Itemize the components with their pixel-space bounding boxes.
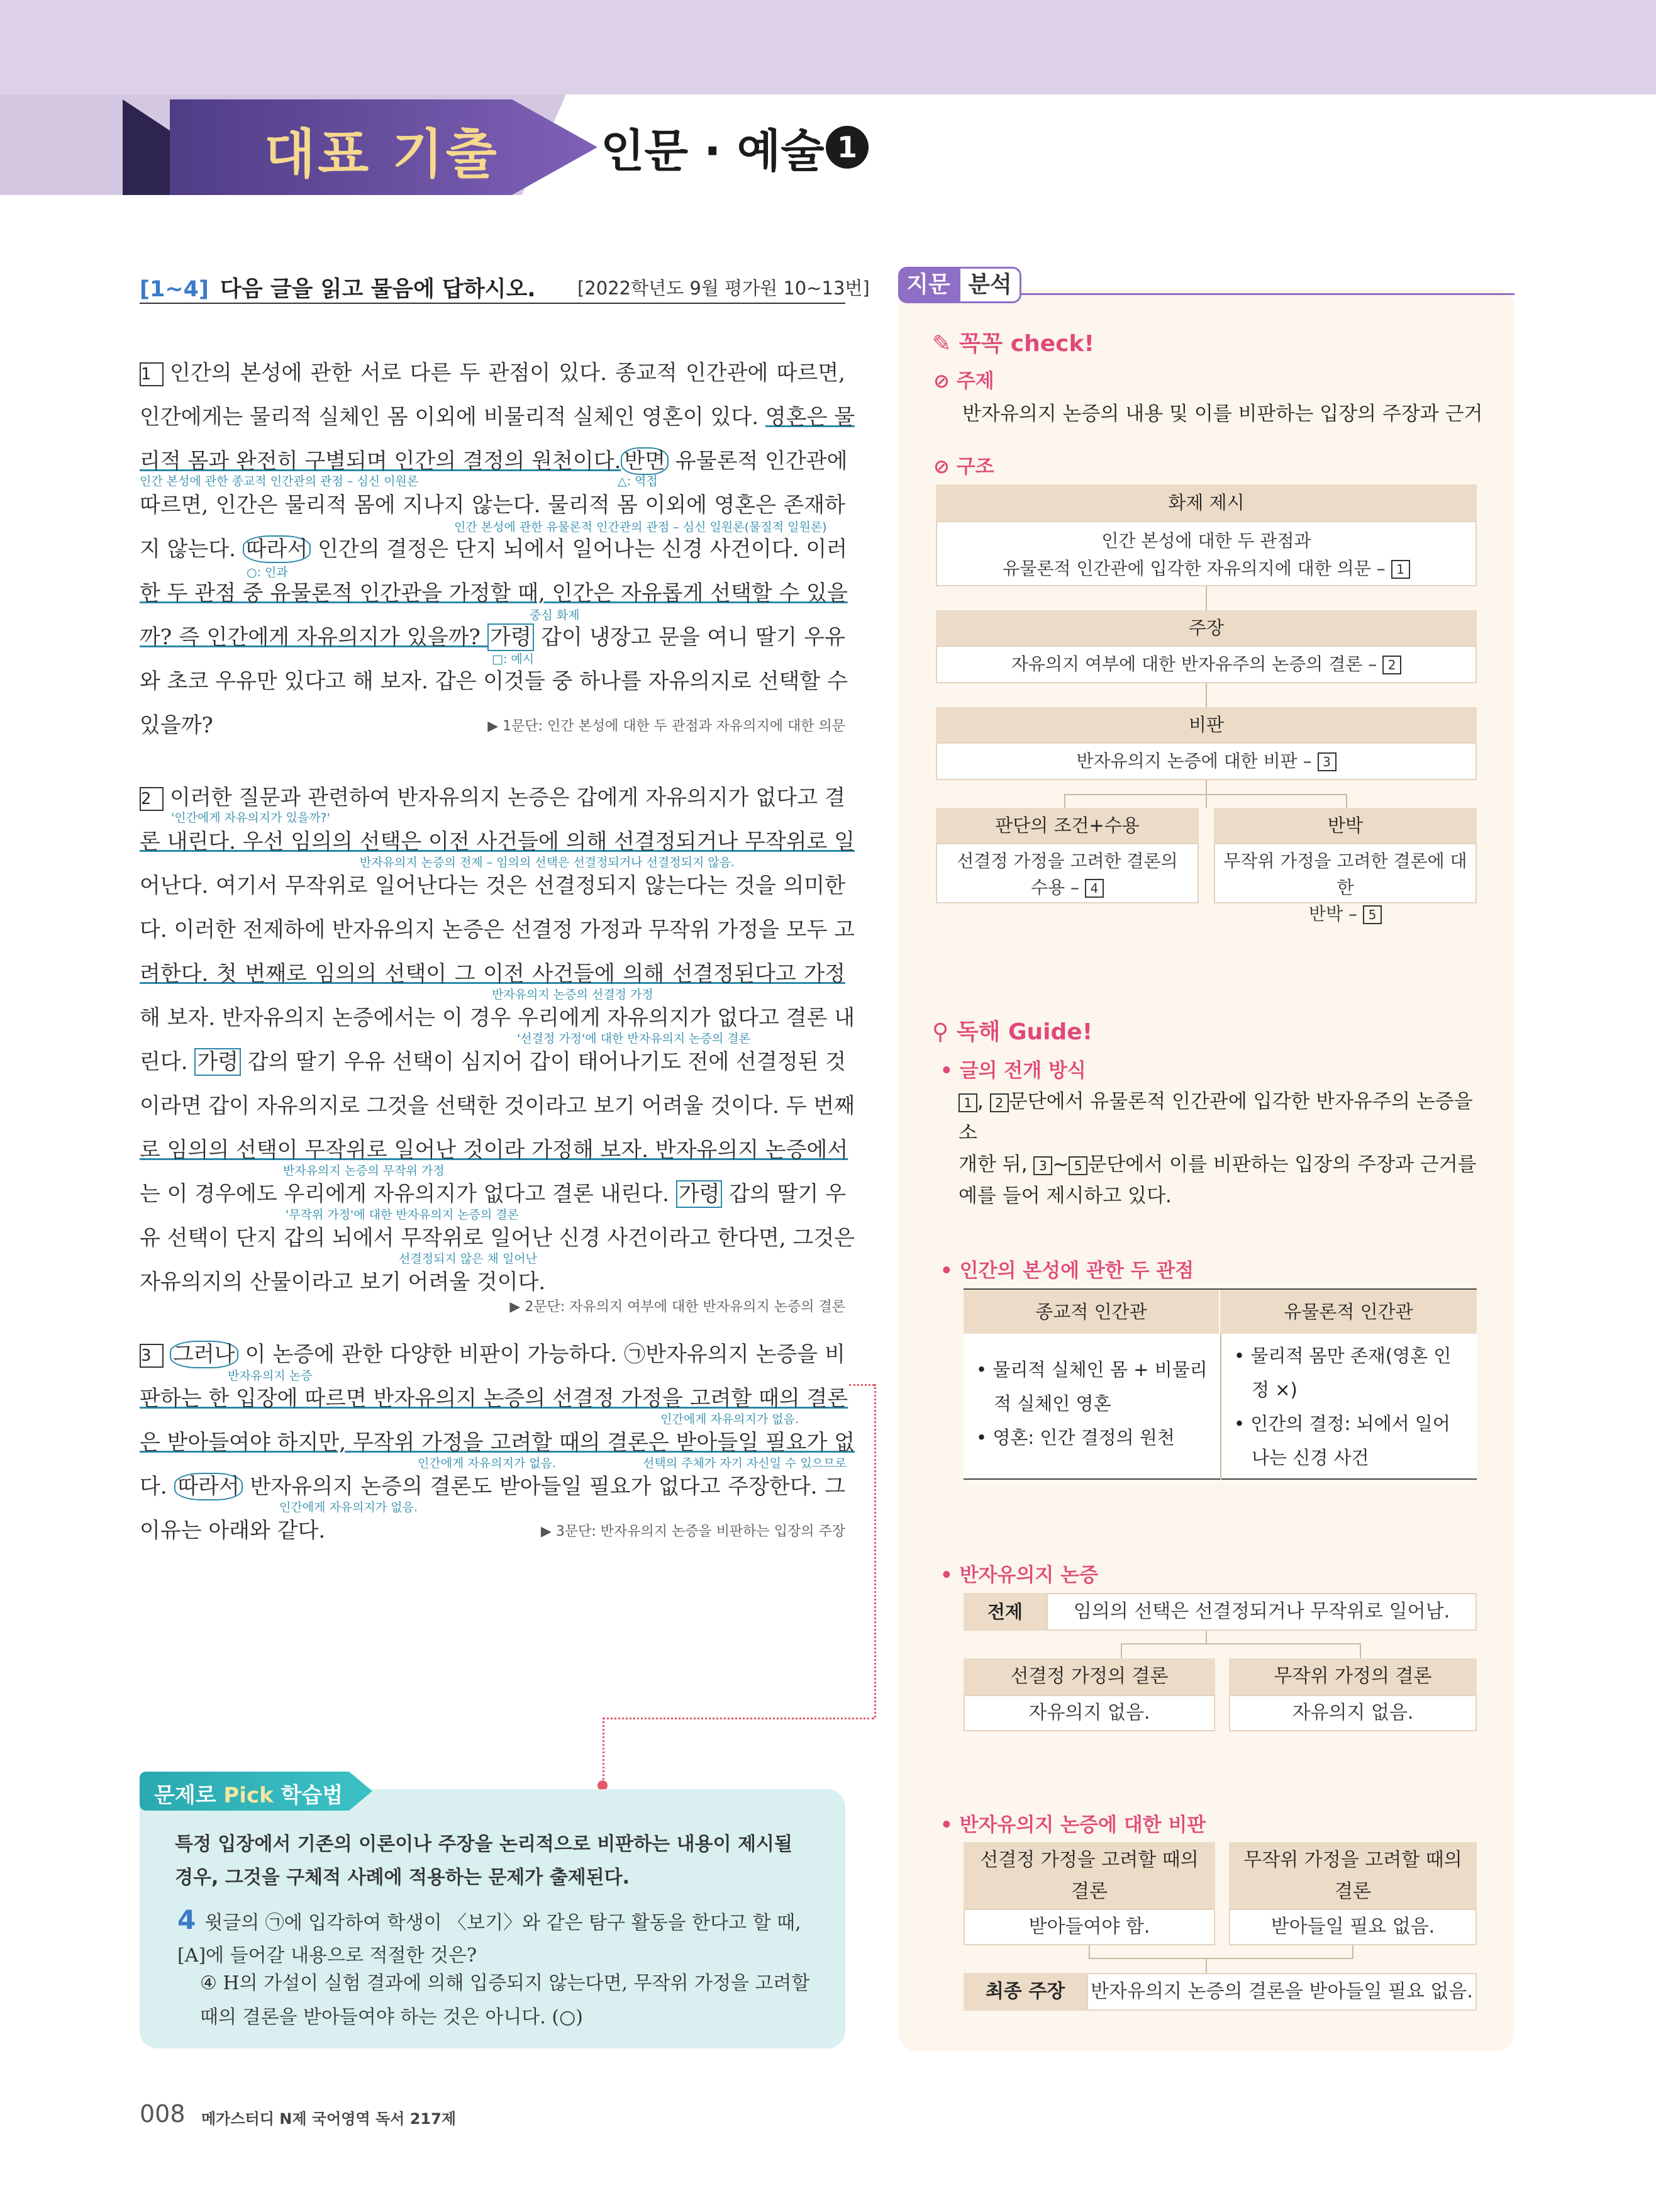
final-claim: 반자유의지 논증의 결론을 받아들일 필요 없음.: [1087, 1973, 1477, 2011]
paragraph-number: 2: [140, 787, 164, 811]
final-label: 최종 주장: [964, 1973, 1087, 2011]
page-title: 인문 · 예술: [601, 125, 825, 177]
paragraph-ref: 5: [1069, 1156, 1087, 1175]
pick-tag-ko: 문제로: [154, 1783, 224, 1808]
topic-label: [933, 365, 994, 393]
pencil-icon: ✎: [932, 331, 959, 357]
structure-connector: [1206, 586, 1207, 610]
passage-line: 이러한 질문과 관련하여 반자유의지 논증은 갑에게 자유의지가 없다고 결: [170, 785, 845, 810]
flow-tilde: ~: [1052, 1153, 1069, 1176]
passage-line: 인간의 본성에 관한 서로 다른 두 관점이 있다. 종교적 인간관에 따르면,: [170, 360, 845, 386]
structure-text: 반자유의지 논증에 대한 비판 –: [1076, 751, 1312, 771]
example-marker: 가령: [487, 623, 534, 651]
annotation: 선택의 주체가 자기 자신일 수 있으므로: [643, 1456, 847, 1470]
passage-line: 다.: [140, 1474, 175, 1499]
anti-connector: [1121, 1643, 1122, 1658]
passage-line-underlined: 한 두 관점 중 유물론적 인간관을 가정할 때, 인간은 자유롭게 선택할 수 있을: [140, 581, 848, 606]
premise-label: 전제: [964, 1593, 1047, 1631]
annotation: '인간에게 자유의지가 있을까?': [171, 811, 330, 825]
passage-line: 반자유의지 논증의 결론도 받아들일 필요가 없다고 주장한다. 그: [242, 1474, 845, 1499]
structure-text: 자유의지 여부에 대한 반자유주의 논증의 결론 –: [1011, 654, 1377, 674]
passage-line: 유물론적 인간관에: [669, 449, 848, 474]
structure-text: 선결정 가정을 고려한 결론의: [957, 851, 1178, 871]
passage-line-underlined: 론 내린다. 우선 임의의 선택은 이전 사건들에 의해 선결정되거나 무작위로 일: [140, 829, 855, 854]
annotation: 인간 본성에 관한 유물론적 인간관의 관점 – 심신 일원론(물질적 일원론): [454, 520, 827, 534]
passage-line: 이 논증에 관한 다양한 비판이 가능하다. ㉠반자유의지 논증을 비: [238, 1342, 845, 1367]
passage-line-underlined: 려한다. 첫 번째로 임의의 선택이 그 이전 사건들에 의해 선결정된다고 가정: [140, 961, 845, 986]
views-materialist-body: [1234, 1339, 1473, 1475]
paragraph-summary: ▶ 2문단: 자유의지 여부에 대한 반자유의지 논증의 결론: [509, 1299, 845, 1315]
connector-line: [874, 1384, 876, 1718]
critique-c2-body: 받아들일 필요 없음.: [1229, 1909, 1477, 1945]
passage-line: 있을까?: [140, 713, 213, 738]
topic-text: 반자유의지 논증의 내용 및 이를 비판하는 입장의 주장과 근거: [962, 403, 1483, 425]
annotation: 인간 본성에 관한 종교적 인간관의 관점 – 심신 이원론: [140, 474, 419, 488]
passage-line: 인간에게는 물리적 실체인 몸 이외에 비물리적 실체인 영혼이 있다.: [140, 405, 765, 430]
anti-connector: [1121, 1643, 1360, 1645]
magnifier-icon: ⚲: [932, 1019, 957, 1045]
instruction-rule: [140, 303, 845, 304]
connector-line: [603, 1718, 604, 1784]
passage-line: 이유는 아래와 같다.: [140, 1518, 326, 1543]
question-number: 4: [177, 1904, 196, 1935]
views-divider: [1220, 1334, 1221, 1480]
passage-line: 갑의 딸기 우유 선택이 심지어 갑이 태어나기도 전에 선결정된 것: [241, 1049, 847, 1075]
topic-label-text: 주제: [956, 370, 994, 393]
contrast-marker: 반면: [621, 447, 669, 475]
flow-line: 예를 들어 제시하고 있다.: [959, 1185, 1172, 1207]
causal-marker: 따라서: [174, 1473, 243, 1500]
question-range: [1~4]: [140, 277, 209, 302]
annotation: 인간에게 자유의지가 없음.: [418, 1456, 557, 1470]
views-line: • 영혼: 인간 결정의 원천: [976, 1427, 1175, 1448]
question-text: 윗글의 ㉠에 입각하여 학생이 〈보기〉와 같은 탐구 활동을 한다고 할 때, [A]에 들어갈 내용으로 적절한 것은?: [177, 1912, 801, 1967]
annotation: △: 역접: [618, 474, 658, 488]
page-number: 008: [140, 2100, 186, 2128]
passage-line: 자유의지의 산물이라고 보기 어려울 것이다.: [140, 1270, 546, 1295]
paragraph-ref: 3: [1033, 1156, 1052, 1175]
structure-connector: [1064, 794, 1065, 808]
passage-line: 지 않는다.: [140, 537, 243, 562]
pick-tag-rest: 학습법: [273, 1783, 343, 1808]
views-line: 나는 신경 사건: [1252, 1447, 1369, 1468]
flow-text: 1 , 2 문단에서 유물론적 인간관에 입각한 반자유주의 논증을 소 개한 뒤, 3 ~ 5 문단에서 이를 비판하는 입장의 주장과 근거를 예를 들어 제시하고 있다.: [959, 1086, 1481, 1212]
critique-c1-head: [964, 1842, 1215, 1909]
passage-line-underlined: 로 임의의 선택이 무작위로 일어난 것이라 가정해 보자. 반자유의지 논증에서: [140, 1137, 848, 1163]
title-number-badge: 1: [826, 126, 869, 169]
premise-text: 임의의 선택은 선결정되거나 무작위로 일어남.: [1047, 1593, 1477, 1631]
analysis-tag-a: 지문: [898, 267, 959, 303]
annotation: '선결정 가정'에 대한 반자유의지 논증의 결론: [517, 1032, 751, 1046]
paragraph-ref: 2: [990, 1093, 1009, 1112]
views-col-religious: 종교적 인간관: [964, 1290, 1220, 1334]
contrast-marker: 그러나: [170, 1341, 238, 1368]
flow-line: 문단에서 이를 비판하는 입장의 주장과 근거를: [1087, 1153, 1477, 1176]
check-icon: ⊘: [933, 455, 957, 478]
passage-line: 유 선택이 단지 갑의 뇌에서 무작위로 일어난 신경 사건이라고 한다면, 그것은: [140, 1226, 855, 1251]
paragraph-ref: 1: [959, 1093, 977, 1112]
views-label: • 인간의 본성에 관한 두 관점: [940, 1260, 1194, 1282]
paragraph-summary: ▶ 1문단: 인간 본성에 대한 두 관점과 자유의지에 대한 의문: [487, 718, 845, 734]
critique-connector: [1352, 1945, 1353, 1959]
anti-connector: [1206, 1631, 1207, 1645]
causal-marker: 따라서: [243, 535, 311, 563]
critique-c1-body: 받아들여야 함.: [964, 1909, 1215, 1945]
anti-label-text: 반자유의지 논증: [959, 1564, 1099, 1587]
structure-body-claim: [936, 645, 1477, 683]
structure-body-critique: [936, 742, 1477, 780]
paragraph-ref: 4: [1085, 879, 1104, 898]
critique-head-line: 결론: [1335, 1880, 1371, 1902]
annotation: 반자유의지 논증의 무작위 가정: [283, 1164, 445, 1178]
annotation: □: 예시: [492, 652, 535, 666]
annotation: 반자유의지 논증의 전제 – 임의의 선택은 선결정되거나 선결정되지 않음.: [360, 856, 735, 869]
annotation: ○: 인과: [247, 566, 288, 579]
flow-line: 개한 뒤,: [959, 1153, 1034, 1176]
pick-tag-label: [154, 1778, 343, 1809]
guide-title-text: 독해 Guide!: [956, 1019, 1093, 1045]
structure-connector: [1064, 794, 1346, 795]
passage-line-underlined: 은 받아들여야 하지만, 무작위 가정을 고려할 때의 결론은 받아들일 필요가 없: [140, 1430, 855, 1455]
structure-body-topic: [936, 521, 1477, 586]
passage-line: 린다.: [140, 1049, 195, 1075]
paragraph-1: [140, 355, 855, 758]
pick-description: 특정 입장에서 기존의 이론이나 주장을 논리적으로 비판하는 내용이 제시될 경우, 그것을 구체적 사례에 적용하는 문제가 출제된다.: [175, 1833, 792, 1889]
flow-label-text: 글의 전개 방식: [959, 1059, 1086, 1082]
views-line: • 인간의 결정: 뇌에서 일어: [1234, 1413, 1450, 1434]
structure-head-condition: 판단의 조건+수용: [936, 808, 1199, 843]
critique-c2-head: [1229, 1842, 1477, 1909]
paragraph-ref: 1: [1391, 560, 1410, 579]
check-icon: ⊘: [933, 370, 957, 393]
structure-head-topic: 화제 제시: [936, 484, 1477, 521]
critique-connector: [1206, 1958, 1207, 1973]
instruction: [140, 272, 536, 303]
passage-line: 갑이 냉장고 문을 여니 딸기 우유: [533, 625, 845, 650]
views-label-text: 인간의 본성에 관한 두 관점: [959, 1260, 1194, 1282]
paragraph-ref: 2: [1382, 656, 1401, 674]
header-badge-text: 대표 기출: [264, 123, 499, 185]
instruction-text: 다음 글을 읽고 물음에 답하시오.: [220, 277, 536, 302]
structure-text: 인간 본성에 대한 두 관점과: [1101, 530, 1311, 551]
structure-head-rebuttal: 반박: [1214, 808, 1477, 843]
structure-head-critique: 비판: [936, 707, 1477, 742]
pick-answer: ④ H의 가설이 실험 결과에 의해 입증되지 않는다면, 무작위 가정을 고려할 때의 결론을 받아들여야 하는 것은 아니다. (○): [200, 1972, 810, 2028]
critique-connector: [1089, 1945, 1090, 1959]
anti-label: • 반자유의지 논증: [940, 1564, 1099, 1587]
structure-head-claim: 주장: [936, 610, 1477, 645]
passage-line: 이라면 갑이 자유의지로 그것을 선택한 것이라고 보기 어려울 것이다. 두 번째: [140, 1093, 855, 1119]
structure-connector: [1206, 683, 1207, 707]
paragraph-number: 1: [140, 362, 164, 386]
structure-label: [933, 450, 994, 479]
paragraph-3: [140, 1337, 855, 1551]
annotation: '무작위 가정'에 대한 반자유의지 논증의 결론: [286, 1208, 520, 1222]
anti-c2-head: 무작위 가정의 결론: [1229, 1658, 1477, 1695]
passage-line: 어난다. 여기서 무작위로 일어난다는 것은 선결정되지 않는다는 것을 의미한: [140, 873, 845, 898]
views-line: 적 실체인 영혼: [994, 1393, 1111, 1414]
passage-line: 갑의 딸기 우: [722, 1181, 847, 1207]
check-title-text: 꼭꼭 check!: [959, 331, 1094, 357]
book-title: 메가스터디 N제 국어영역 독서 217제: [201, 2110, 456, 2128]
structure-label-text: 구조: [956, 455, 994, 478]
example-marker: 가령: [194, 1048, 241, 1076]
exam-source: [2022학년도 9월 평가원 10~13번]: [577, 277, 870, 299]
annotation: 중심 화제: [530, 608, 580, 622]
passage-line: 는 이 경우에도 우리에게 자유의지가 없다고 결론 내린다.: [140, 1181, 676, 1207]
critique-head-line: 결론: [1071, 1880, 1108, 1902]
views-line: • 물리적 실체인 몸 + 비물리: [976, 1359, 1208, 1380]
anti-c1-head: 선결정 가정의 결론: [964, 1658, 1215, 1695]
pick-question: [177, 1904, 813, 1972]
example-marker: 가령: [676, 1180, 723, 1208]
views-line: • 물리적 몸만 존재(영혼 인: [1234, 1345, 1452, 1366]
anti-c2-body: 자유의지 없음.: [1229, 1695, 1477, 1731]
critique-head-line: 선결정 가정을 고려할 때의: [980, 1849, 1199, 1871]
critique-connector: [1089, 1958, 1353, 1959]
paragraph-number: 3: [140, 1344, 164, 1368]
pick-tag-en: Pick: [223, 1783, 274, 1808]
critique-label: • 반자유의지 논증에 대한 비판: [940, 1814, 1206, 1836]
annotation: 인간에게 자유의지가 없음.: [279, 1500, 418, 1514]
passage-line: 해 보자. 반자유의지 논증에서는 이 경우 우리에게 자유의지가 없다고 결론 내: [140, 1005, 855, 1031]
flow-line: 문단에서 유물론적 인간관에 입각한 반자유주의 논증을 소: [959, 1090, 1473, 1144]
structure-connector: [1346, 794, 1347, 808]
anti-c1-body: 자유의지 없음.: [964, 1695, 1215, 1731]
critique-head-line: 무작위 가정을 고려할 때의: [1243, 1849, 1462, 1871]
analysis-tag-b: 분석: [959, 267, 1021, 303]
annotation: 인간에게 자유의지가 없음.: [660, 1412, 799, 1426]
passage-line: 인간의 결정은 단지 뇌에서 일어나는 신경 사건이다. 이러: [311, 537, 848, 562]
paragraph-2: [140, 780, 855, 1315]
check-title: [932, 326, 1094, 358]
passage-line-underlined: 판하는 한 입장에 따르면 반자유의지 논증의 선결정 가정을 고려할 때의 결론: [140, 1386, 848, 1411]
passage-line: 따르면, 인간은 물리적 몸에 지나지 않는다. 물리적 몸 이외에 영혼은 존재하: [140, 493, 845, 518]
views-religious-body: [976, 1353, 1215, 1455]
annotation: 선결정되지 않은 채 일어난: [399, 1252, 538, 1266]
paragraph-ref: 5: [1363, 905, 1382, 924]
passage-line: 다. 이러한 전제하에 반자유의지 논증은 선결정 가정과 무작위 가정을 모두 고: [140, 917, 855, 942]
views-line: 정 ×): [1252, 1379, 1298, 1400]
guide-title: [932, 1014, 1092, 1046]
anti-connector: [1360, 1643, 1361, 1658]
views-col-materialist: 유물론적 인간관: [1220, 1290, 1477, 1334]
structure-text: 수용 –: [1031, 877, 1080, 898]
passage-line: 와 초코 우유만 있다고 해 보자. 갑은 이것들 중 하나를 자유의지로 선택할 수: [140, 669, 848, 694]
structure-text: 반박 –: [1309, 903, 1358, 924]
structure-body-condition: [936, 843, 1199, 903]
paragraph-summary: ▶ 3문단: 반자유의지 논증을 비판하는 입장의 주장: [540, 1524, 845, 1539]
connector-line: [849, 1384, 874, 1386]
structure-body-rebuttal: [1214, 843, 1477, 924]
passage-line-underlined: 리적 몸과 완전히 구별되며 인간의 결정의 원천이다.: [140, 449, 621, 474]
top-band: [0, 0, 1656, 94]
paragraph-ref: 3: [1318, 752, 1336, 771]
annotation: 반자유의지 논증의 선결정 가정: [492, 988, 653, 1002]
structure-text: 무작위 가정을 고려한 결론에 대한: [1223, 851, 1467, 898]
passage-line-underlined: 까? 즉 인간에게 자유의지가 있을까?: [140, 625, 488, 650]
annotation: 반자유의지 논증: [228, 1369, 313, 1383]
analysis-tag-line: [1021, 293, 1514, 295]
connector-line: [603, 1718, 874, 1719]
flow-label: • 글의 전개 방식: [940, 1059, 1086, 1082]
critique-label-text: 반자유의지 논증에 대한 비판: [959, 1814, 1206, 1836]
passage-line-underlined: 영혼은 물: [765, 405, 855, 430]
structure-text: 유물론적 인간관에 입각한 자유의지에 대한 의문 –: [1003, 558, 1386, 579]
